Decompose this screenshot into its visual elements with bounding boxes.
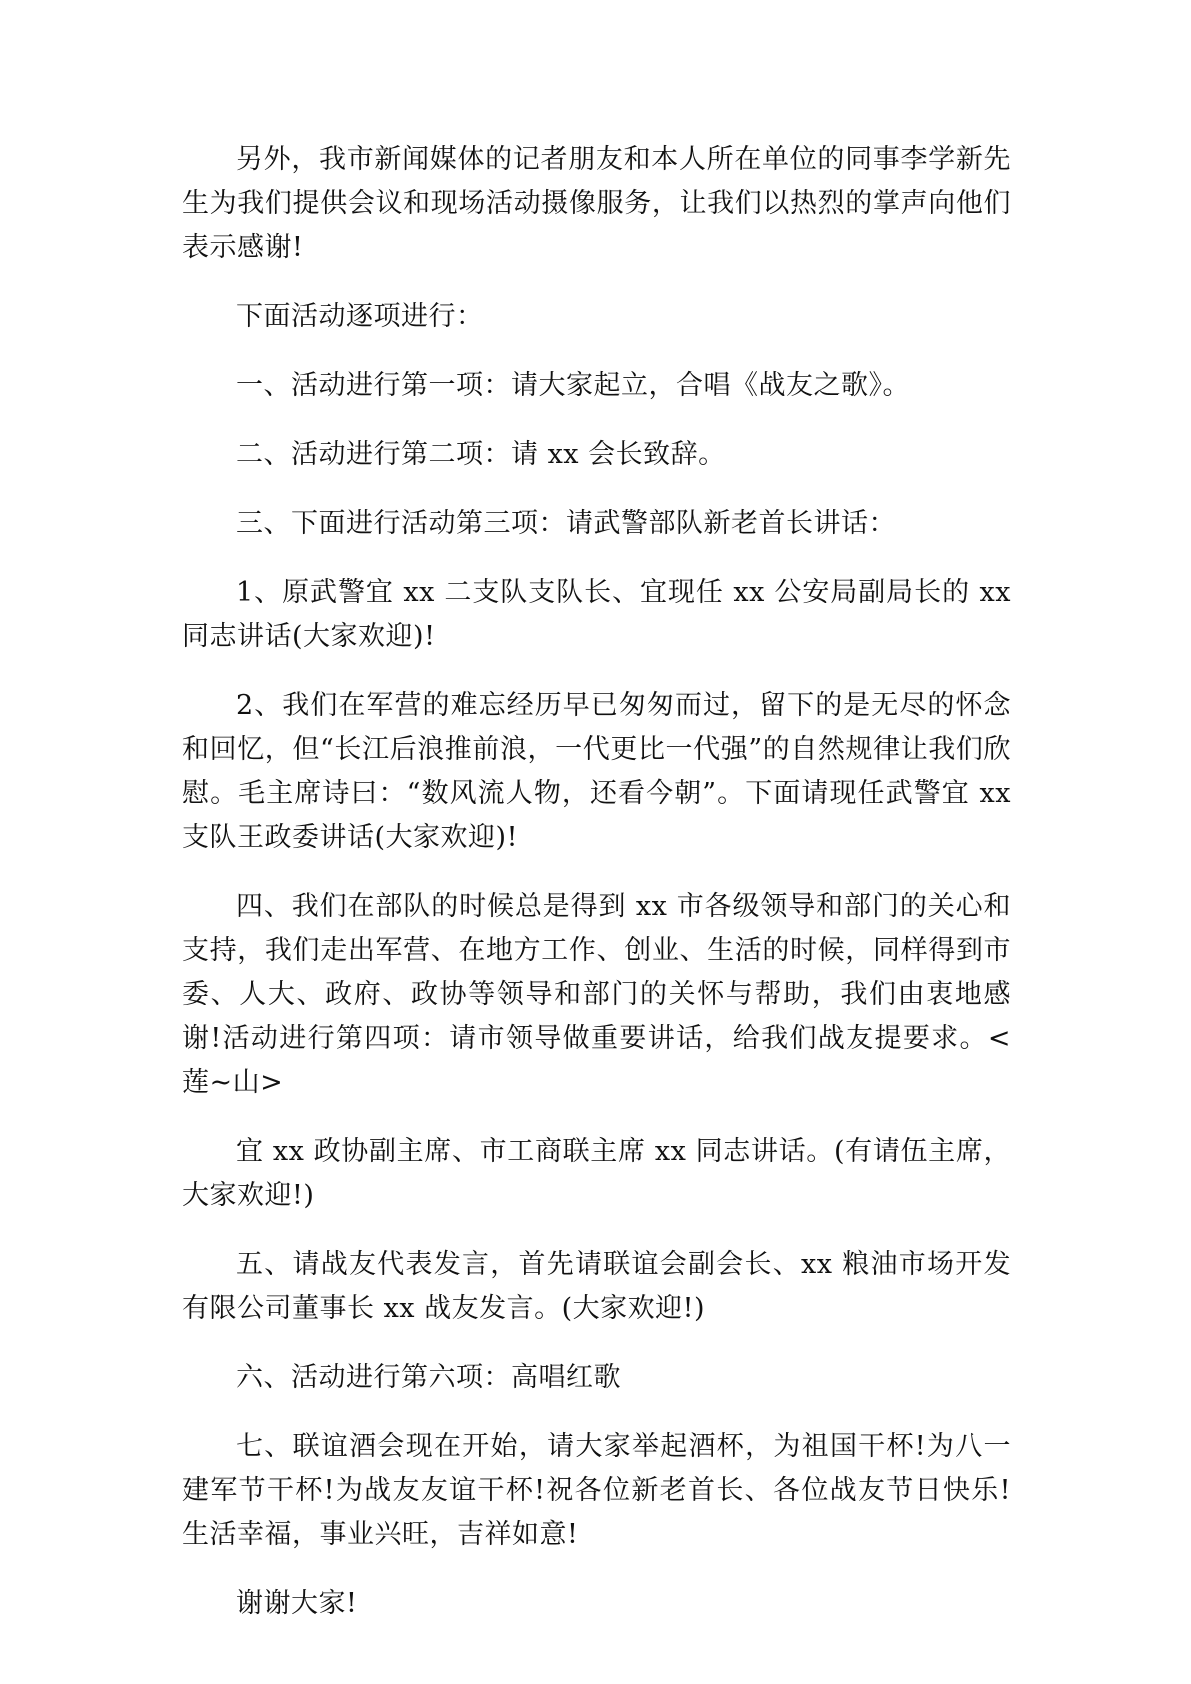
paragraph-agenda-intro: 下面活动逐项进行： [236,301,484,332]
paragraph-item-6: 六、活动进行第六项：高唱红歌 [236,1362,621,1393]
paragraph-item-4: 四、我们在部队的时候总是得到 xx 市各级领导和部门的关心和支持，我们走出军营、在地方工作、创业、生活的时候，同样得到市委、人大、政府、政协等领导和部门的关怀与帮助，我们由衷地感谢!活动进行第四项：请市领导做重要讲话，给我们战友提要求。<莲~山> [182,891,1011,1098]
paragraph-item-2: 二、活动进行第二项：请 xx 会长致辞。 [236,439,726,470]
paragraph-item-7: 七、联谊酒会现在开始，请大家举起酒杯，为祖国干杯!为八一建军节干杯!为战友友谊干杯!祝各位新老首长、各位战友节日快乐!生活幸福，事业兴旺，吉祥如意! [182,1431,1011,1550]
paragraph-item-1: 一、活动进行第一项：请大家起立，合唱《战友之歌》。 [236,370,910,401]
paragraph-item-3: 三、下面进行活动第三项：请武警部队新老首长讲话： [236,508,896,539]
paragraph-item-5: 五、请战友代表发言，首先请联谊会副会长、xx 粮油市场开发有限公司董事长 xx 战友发言。(大家欢迎!) [182,1249,1011,1324]
paragraph-closing: 谢谢大家! [236,1588,358,1619]
paragraph-item-3-2: 2、我们在军营的难忘经历早已匆匆而过，留下的是无尽的怀念和回忆，但“长江后浪推前浪，一代更比一代强”的自然规律让我们欣慰。毛主席诗曰：“数风流人物，还看今朝”。下面请现任武警宜 xx 支队王政委讲话(大家欢迎)! [182,690,1021,853]
paragraph-item-3-1: 1、原武警宜 xx 二支队支队长、宜现任 xx 公安局副局长的 xx 同志讲话(大家欢迎)! [182,577,1021,652]
paragraph-item-4-speaker: 宜 xx 政协副主席、市工商联主席 xx 同志讲话。(有请伍主席，大家欢迎!) [182,1136,1011,1211]
paragraph-thanks-media: 另外，我市新闻媒体的记者朋友和本人所在单位的同事李学新先生为我们提供会议和现场活动摄像服务，让我们以热烈的掌声向他们表示感谢! [182,144,1011,263]
